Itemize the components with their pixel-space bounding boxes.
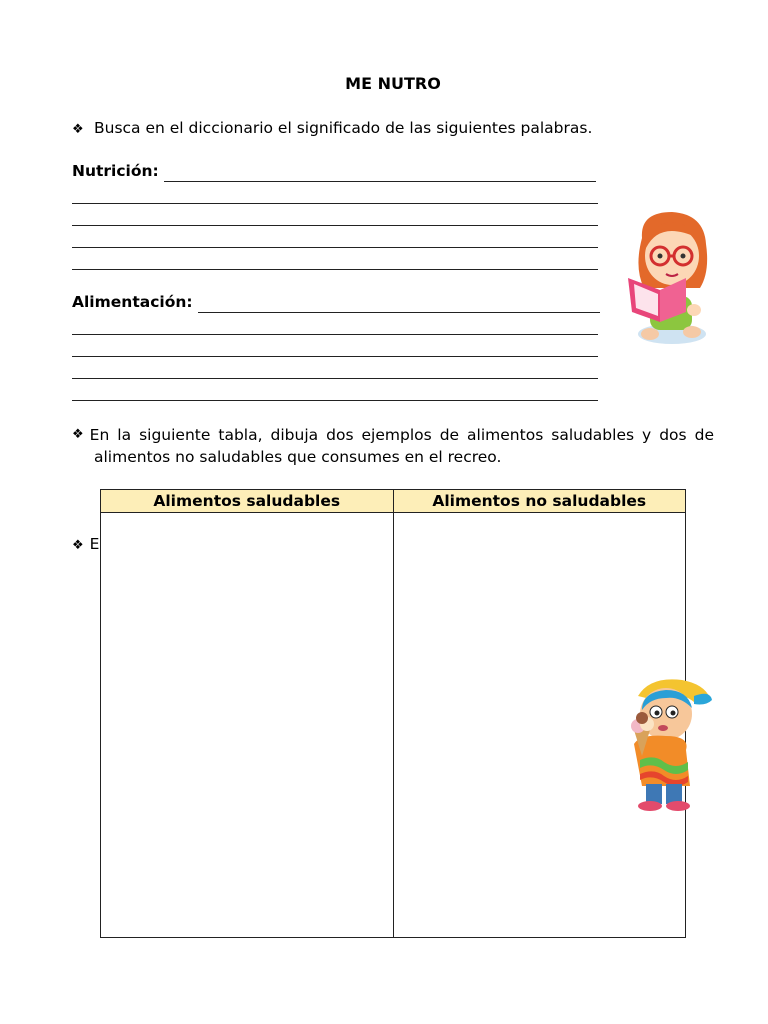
nutricion-answer-line[interactable] (72, 203, 598, 204)
instruction-1-text: Busca en el diccionario el significado de las siguientes palabras. (94, 119, 593, 137)
alimentacion-answer-line[interactable] (72, 400, 598, 401)
alimentacion-answer-line[interactable] (72, 334, 598, 335)
column-header-healthy: Alimentos saludables (101, 490, 394, 513)
healthy-drawing-cell[interactable] (101, 513, 394, 938)
diamond-bullet-icon: ❖ (72, 427, 84, 442)
instruction-3-partial (72, 535, 99, 553)
instruction-2-line1: En la siguiente tabla, dibuja dos ejemplos de alimentos saludables y dos de (89, 426, 714, 444)
alimentacion-answer-line[interactable] (72, 356, 598, 357)
boy-ice-cream-illustration (620, 674, 714, 814)
column-header-unhealthy: Alimentos no saludables (393, 490, 686, 513)
nutricion-answer-line[interactable] (164, 181, 596, 182)
alimentacion-answer-line[interactable] (72, 378, 598, 379)
diamond-bullet-icon: ❖ (72, 122, 84, 137)
instruction-3-partial-text: E (89, 535, 100, 553)
alimentacion-answer-line[interactable] (198, 312, 600, 313)
nutricion-answer-line[interactable] (72, 225, 598, 226)
alimentacion-label: Alimentación: (72, 293, 193, 311)
instruction-1 (72, 119, 592, 137)
food-table (100, 489, 686, 938)
table-header-row (101, 490, 686, 513)
table-row (101, 513, 686, 938)
page-title: ME NUTRO (345, 74, 441, 93)
nutricion-answer-line[interactable] (72, 269, 598, 270)
instruction-2-line2: alimentos no saludables que consumes en el recreo. (94, 448, 502, 466)
nutricion-label: Nutrición: (72, 162, 159, 180)
girl-reading-illustration (620, 208, 716, 350)
nutricion-answer-line[interactable] (72, 247, 598, 248)
instruction-2 (72, 424, 714, 468)
diamond-bullet-icon: ❖ (72, 538, 84, 553)
